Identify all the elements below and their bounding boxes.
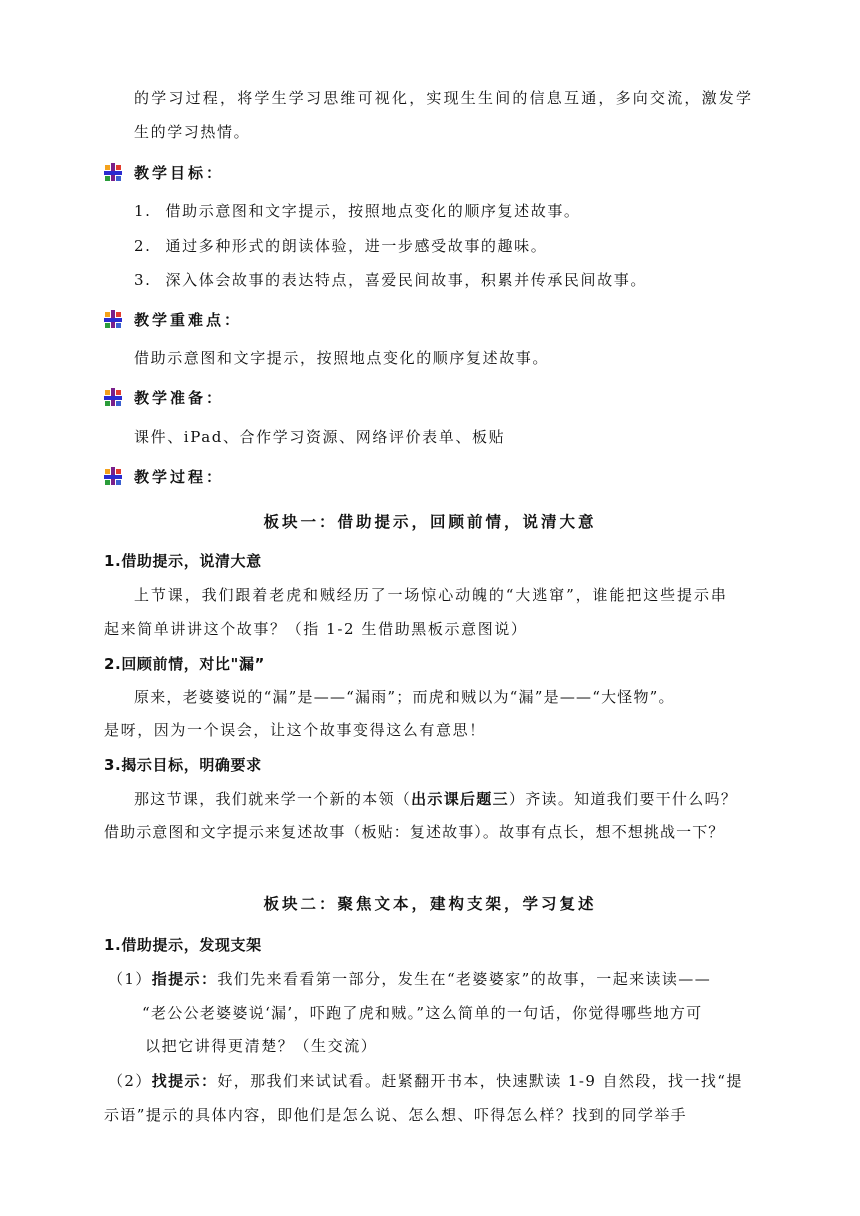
- process-heading: 教学过程：: [134, 467, 225, 486]
- key-points-heading-row: [104, 309, 242, 329]
- block2-point1-line2: “老公公老婆婆说‘漏’，吓跑了虎和贼。”这么简单的一句话，你觉得哪些地方可: [142, 1004, 703, 1022]
- objective-item: 2. 通过多种形式的朗读体验，进一步感受故事的趣味。: [134, 237, 548, 255]
- block2-point1-line1: （1）指提示：我们先来看看第一部分，发生在“老婆婆家”的故事，一起来读读——: [108, 970, 712, 988]
- emphasis-text: 指提示：: [151, 970, 218, 988]
- objectives-heading: 教学目标：: [134, 163, 225, 182]
- bullet-icon: [104, 163, 122, 181]
- emphasis-text: 找提示：: [151, 1072, 218, 1090]
- key-points-text: 借助示意图和文字提示，按照地点变化的顺序复述故事。: [134, 349, 550, 367]
- block1-title: 板块一：借助提示，回顾前情，说清大意: [263, 512, 597, 531]
- block1-section3-title: 3.揭示目标，明确要求: [104, 756, 262, 774]
- block1-section3-line2: 借助示意图和文字提示来复述故事（板贴：复述故事）。故事有点长，想不想挑战一下？: [104, 823, 725, 841]
- bullet-icon: [104, 467, 122, 485]
- block2-section1-title: 1.借助提示，发现支架: [104, 936, 262, 954]
- block1-section1-title: 1.借助提示，说清大意: [104, 552, 262, 570]
- bullet-icon: [104, 388, 122, 406]
- block1-section2-title: 2.回顾前情，对比"漏”: [104, 655, 266, 673]
- objective-item: 3. 深入体会故事的表达特点，喜爱民间故事，积累并传承民间故事。: [134, 271, 647, 289]
- bullet-icon: [104, 310, 122, 328]
- intro-line-2: 生的学习热情。: [134, 123, 251, 141]
- objectives-heading-row: [104, 162, 224, 182]
- block2-title: 板块二：聚焦文本，建构支架，学习复述: [263, 894, 597, 913]
- block2-point2-line1: （2）找提示：好，那我们来试试看。赶紧翻开书本，快速默读 1-9 自然段，找一找“提: [108, 1072, 743, 1090]
- preparation-heading: 教学准备：: [134, 388, 225, 407]
- block2-point1-line3: 以把它讲得更清楚？（生交流）: [145, 1037, 378, 1055]
- block1-section1-line2: 起来简单讲讲这个故事？（指 1-2 生借助黑板示意图说）: [104, 620, 528, 638]
- key-points-heading: 教学重难点：: [134, 310, 243, 329]
- preparation-text: 课件、iPad、合作学习资源、网络评价表单、板贴: [134, 428, 506, 446]
- objective-item: 1. 借助示意图和文字提示，按照地点变化的顺序复述故事。: [134, 202, 581, 220]
- process-heading-row: [104, 466, 224, 486]
- block1-section2-line1: 原来，老婆婆说的“漏”是——“漏雨”；而虎和贼以为“漏”是——“大怪物”。: [134, 688, 675, 706]
- block1-section3-line1: 那这节课，我们就来学一个新的本领（出示课后题三）齐读。知道我们要干什么吗？: [134, 790, 738, 808]
- block1-section2-line2: 是呀，因为一个误会，让这个故事变得这么有意思！: [104, 721, 486, 739]
- intro-line-1: 的学习过程，将学生学习思维可视化，实现生生间的信息互通，多向交流，激发学: [134, 89, 754, 107]
- block2-point2-line2: 示语”提示的具体内容，即他们是怎么说、怎么想、吓得怎么样？找到的同学举手: [104, 1106, 688, 1124]
- block1-section1-line1: 上节课，我们跟着老虎和贼经历了一场惊心动魄的“大逃窜”，谁能把这些提示串: [134, 586, 728, 604]
- emphasis-text: 出示课后题三: [411, 790, 509, 808]
- preparation-heading-row: [104, 387, 224, 407]
